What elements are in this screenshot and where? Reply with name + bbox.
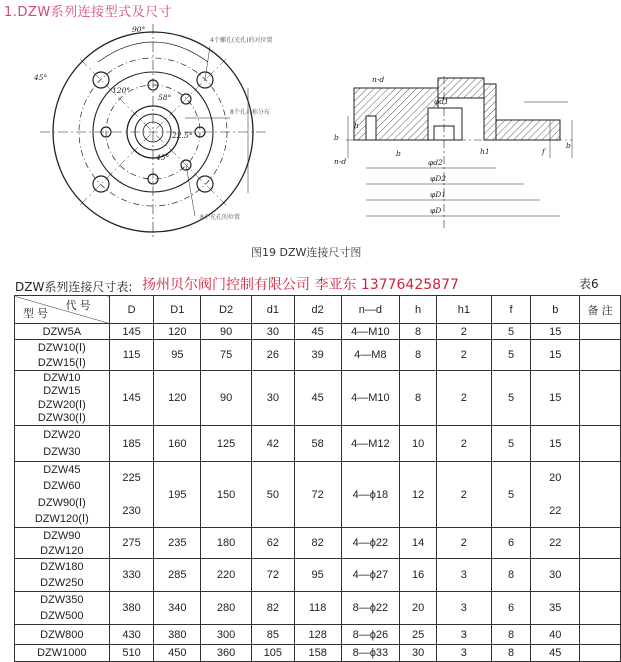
cell-remark bbox=[580, 426, 621, 462]
cell-D: 145 bbox=[109, 324, 154, 340]
cell-D1: 380 bbox=[154, 625, 201, 645]
column-header: n—d bbox=[341, 296, 400, 324]
model-cell bbox=[15, 528, 110, 559]
cell-d1: 50 bbox=[251, 462, 294, 528]
cell-D: 275 bbox=[109, 528, 154, 559]
column-header: h bbox=[400, 296, 437, 324]
cell-f: 6 bbox=[491, 592, 531, 625]
angle-label: 58° bbox=[158, 93, 172, 102]
cell-D2: 180 bbox=[201, 528, 252, 559]
cell-b: 30 bbox=[531, 559, 580, 592]
table-number: 表6 bbox=[579, 277, 599, 291]
cell-remark bbox=[580, 559, 621, 592]
column-header: d2 bbox=[294, 296, 341, 324]
cell-D2: 150 bbox=[201, 462, 252, 528]
company-text: 扬州贝尔阀门控制有限公司 李亚东 13776425877 bbox=[142, 277, 459, 293]
cell-D2: 75 bbox=[201, 340, 252, 371]
cell-nd: 8—ϕ22 bbox=[341, 592, 400, 625]
cell-D: 330 bbox=[109, 559, 154, 592]
cell-nd: 4—M12 bbox=[341, 426, 400, 462]
cell-D: 380 bbox=[109, 592, 154, 625]
table-row bbox=[15, 528, 621, 559]
column-header: D bbox=[109, 296, 154, 324]
model-cell: DZW1000 bbox=[15, 645, 110, 662]
model-cell-line: DZW180 bbox=[40, 561, 84, 573]
model-cell-line: DZW20 bbox=[43, 428, 81, 441]
model-cell-line: DZW30(Ⅰ) bbox=[37, 412, 86, 425]
cell-remark bbox=[580, 625, 621, 645]
table-row bbox=[15, 371, 621, 426]
cell-h1: 2 bbox=[437, 426, 492, 462]
cell-D2: 280 bbox=[201, 592, 252, 625]
table-row bbox=[15, 592, 621, 625]
cell-nd: 8—ϕ26 bbox=[341, 625, 400, 645]
cell-f: 8 bbox=[491, 645, 531, 662]
cell-f: 5 bbox=[491, 426, 531, 462]
cell-b: 15 bbox=[531, 324, 580, 340]
cell-D1: 340 bbox=[154, 592, 201, 625]
cell-f: 6 bbox=[491, 528, 531, 559]
cell-h1: 3 bbox=[437, 625, 492, 645]
note-text: 8个孔对称分布 bbox=[230, 109, 270, 116]
cell-d1: 105 bbox=[251, 645, 294, 662]
cell-D2: 125 bbox=[201, 426, 252, 462]
flange-section-view bbox=[346, 76, 572, 228]
table-header-row bbox=[15, 296, 621, 324]
cell-d2: 45 bbox=[294, 371, 341, 426]
cell-remark bbox=[580, 340, 621, 371]
cell-D: 145 bbox=[109, 371, 154, 426]
dim-label: h1 bbox=[480, 147, 490, 156]
cell-D: 430 bbox=[109, 625, 154, 645]
model-cell-line: DZW90 bbox=[43, 529, 81, 542]
column-header: h1 bbox=[437, 296, 492, 324]
cell-h: 14 bbox=[400, 528, 437, 559]
model-cell-line: DZW15 bbox=[43, 385, 81, 398]
cell-f: 5 bbox=[491, 324, 531, 340]
model-cell-line: DZW15(Ⅰ) bbox=[37, 356, 86, 369]
cell-nd: 4—ϕ18 bbox=[341, 462, 400, 528]
cell-nd: 4—M10 bbox=[341, 371, 400, 426]
model-cell: DZW800 bbox=[15, 625, 110, 645]
note-text: 8个光孔的位置 bbox=[200, 214, 240, 221]
model-cell-line: DZW120 bbox=[40, 544, 84, 557]
cell-d2: 82 bbox=[294, 528, 341, 559]
cell-D: 185 bbox=[109, 426, 154, 462]
cell-D1: 450 bbox=[154, 645, 201, 662]
cell-d2: 72 bbox=[294, 462, 341, 528]
header-code: 代 号 bbox=[65, 300, 91, 312]
cell-h1: 2 bbox=[437, 340, 492, 371]
model-cell bbox=[15, 462, 110, 528]
cell-D1: 285 bbox=[154, 559, 201, 592]
cell-b-line: 22 bbox=[549, 504, 562, 517]
model-cell-line: DZW10(Ⅰ) bbox=[37, 341, 86, 354]
cell-d1: 62 bbox=[251, 528, 294, 559]
cell-b: 15 bbox=[531, 426, 580, 462]
cell-h: 25 bbox=[400, 625, 437, 645]
model-cell bbox=[15, 592, 110, 625]
table-row bbox=[15, 340, 621, 371]
cell-b-line: 20 bbox=[549, 472, 562, 485]
cell-d2: 118 bbox=[294, 592, 341, 625]
cell-remark bbox=[580, 462, 621, 528]
cell-D bbox=[109, 462, 154, 528]
cell-D-line: 230 bbox=[122, 504, 141, 517]
model-cell-line: DZW90(Ⅰ) bbox=[37, 496, 86, 509]
cell-d1: 72 bbox=[251, 559, 294, 592]
cell-D2: 220 bbox=[201, 559, 252, 592]
note-text: 4个螺孔(光孔)的对位置 bbox=[210, 37, 273, 44]
cell-d2: 158 bbox=[294, 645, 341, 662]
model-cell-line: DZW500 bbox=[40, 610, 84, 622]
cell-remark bbox=[580, 645, 621, 662]
page-title: 1.DZW系列连接型式及尺寸 bbox=[4, 5, 173, 20]
cell-d2: 128 bbox=[294, 625, 341, 645]
cell-b: 45 bbox=[531, 645, 580, 662]
cell-D1: 235 bbox=[154, 528, 201, 559]
cell-d1: 30 bbox=[251, 371, 294, 426]
table-row bbox=[15, 462, 621, 528]
column-header: D2 bbox=[201, 296, 252, 324]
cell-nd: 4—M10 bbox=[341, 324, 400, 340]
cell-h: 8 bbox=[400, 324, 437, 340]
cell-h1: 3 bbox=[437, 592, 492, 625]
cell-d2: 45 bbox=[294, 324, 341, 340]
table-title: DZW系列连接尺寸表: bbox=[15, 280, 133, 294]
cell-D: 510 bbox=[109, 645, 154, 662]
cell-h1: 2 bbox=[437, 528, 492, 559]
model-cell-line: DZW60 bbox=[43, 480, 81, 493]
table-row bbox=[15, 559, 621, 592]
dim-label: b bbox=[396, 149, 401, 158]
cell-h1: 2 bbox=[437, 371, 492, 426]
dim-label: φD2 bbox=[430, 174, 447, 183]
dim-label: φd1 bbox=[434, 97, 449, 106]
model-cell-line: DZW10 bbox=[43, 371, 81, 384]
cell-f: 5 bbox=[491, 371, 531, 426]
cell-h1: 3 bbox=[437, 559, 492, 592]
table-row bbox=[15, 426, 621, 462]
cell-D1: 195 bbox=[154, 462, 201, 528]
column-header: b bbox=[531, 296, 580, 324]
cell-d2: 95 bbox=[294, 559, 341, 592]
cell-d1: 82 bbox=[251, 592, 294, 625]
angle-label: 45° bbox=[34, 73, 48, 82]
column-header: f bbox=[491, 296, 531, 324]
cell-D1: 95 bbox=[154, 340, 201, 371]
cell-b: 22 bbox=[531, 528, 580, 559]
model-cell bbox=[15, 371, 110, 426]
figure-caption: 图19 DZW连接尺寸图 bbox=[251, 246, 362, 259]
cell-h: 30 bbox=[400, 645, 437, 662]
dim-label: b bbox=[566, 141, 571, 150]
model-cell-line: DZW45 bbox=[43, 464, 81, 477]
model-cell bbox=[15, 426, 110, 462]
model-cell-line: DZW350 bbox=[40, 594, 84, 606]
model-cell-line: DZW30 bbox=[43, 446, 81, 459]
cell-h: 8 bbox=[400, 340, 437, 371]
cell-nd: 8—ϕ33 bbox=[341, 645, 400, 662]
cell-d1: 85 bbox=[251, 625, 294, 645]
cell-h1: 3 bbox=[437, 645, 492, 662]
cell-b: 15 bbox=[531, 371, 580, 426]
table-row bbox=[15, 324, 621, 340]
cell-D2: 90 bbox=[201, 324, 252, 340]
cell-D2: 360 bbox=[201, 645, 252, 662]
dim-label: φD1 bbox=[430, 190, 447, 199]
cell-D2: 90 bbox=[201, 371, 252, 426]
cell-b: 35 bbox=[531, 592, 580, 625]
cell-h: 20 bbox=[400, 592, 437, 625]
dim-label: n-d bbox=[372, 75, 385, 84]
cell-b: 40 bbox=[531, 625, 580, 645]
table-row bbox=[15, 625, 621, 645]
cell-remark bbox=[580, 371, 621, 426]
cell-D-line: 225 bbox=[122, 472, 141, 485]
column-header: d1 bbox=[251, 296, 294, 324]
cell-f: 5 bbox=[491, 340, 531, 371]
cell-h: 10 bbox=[400, 426, 437, 462]
angle-label: 22.5° bbox=[172, 131, 193, 140]
column-header: D1 bbox=[154, 296, 201, 324]
cell-remark bbox=[580, 528, 621, 559]
cell-f: 8 bbox=[491, 625, 531, 645]
model-cell: DZW5A bbox=[15, 324, 110, 340]
cell-d1: 26 bbox=[251, 340, 294, 371]
dim-label: b bbox=[334, 133, 339, 142]
dim-label: h bbox=[354, 121, 359, 130]
cell-nd: 4—ϕ27 bbox=[341, 559, 400, 592]
cell-h: 8 bbox=[400, 371, 437, 426]
cell-f: 5 bbox=[491, 462, 531, 528]
model-cell-line: DZW250 bbox=[40, 577, 84, 589]
dimension-table bbox=[14, 295, 621, 662]
angle-label: 120° bbox=[112, 86, 131, 95]
dim-label: n-d bbox=[334, 157, 347, 166]
cell-D1: 120 bbox=[154, 371, 201, 426]
cell-h: 16 bbox=[400, 559, 437, 592]
angle-label: 45° bbox=[156, 153, 170, 162]
model-cell bbox=[15, 340, 110, 371]
cell-b: 15 bbox=[531, 340, 580, 371]
angle-label: 90° bbox=[132, 25, 146, 34]
table-row bbox=[15, 645, 621, 662]
cell-h: 12 bbox=[400, 462, 437, 528]
cell-b bbox=[531, 462, 580, 528]
dim-label: f bbox=[542, 147, 545, 156]
connection-drawing bbox=[20, 18, 610, 240]
cell-h1: 2 bbox=[437, 324, 492, 340]
column-header: 备 注 bbox=[580, 296, 621, 324]
model-cell bbox=[15, 559, 110, 592]
cell-D2: 300 bbox=[201, 625, 252, 645]
flange-top-view bbox=[40, 24, 268, 240]
model-cell-line: DZW120(Ⅰ) bbox=[34, 512, 89, 525]
header-diagonal-cell bbox=[15, 296, 110, 324]
cell-d1: 42 bbox=[251, 426, 294, 462]
cell-d2: 58 bbox=[294, 426, 341, 462]
cell-remark bbox=[580, 592, 621, 625]
cell-f: 8 bbox=[491, 559, 531, 592]
dim-label: φD bbox=[430, 206, 442, 215]
dim-label: φd2 bbox=[428, 158, 443, 167]
cell-h1: 2 bbox=[437, 462, 492, 528]
cell-d1: 30 bbox=[251, 324, 294, 340]
cell-D1: 160 bbox=[154, 426, 201, 462]
cell-d2: 39 bbox=[294, 340, 341, 371]
cell-D: 115 bbox=[109, 340, 154, 371]
cell-nd: 4—M8 bbox=[341, 340, 400, 371]
header-model: 型 号 bbox=[23, 308, 49, 320]
cell-D1: 120 bbox=[154, 324, 201, 340]
cell-remark bbox=[580, 324, 621, 340]
cell-nd: 4—ϕ22 bbox=[341, 528, 400, 559]
model-cell-line: DZW20(Ⅰ) bbox=[37, 398, 86, 411]
